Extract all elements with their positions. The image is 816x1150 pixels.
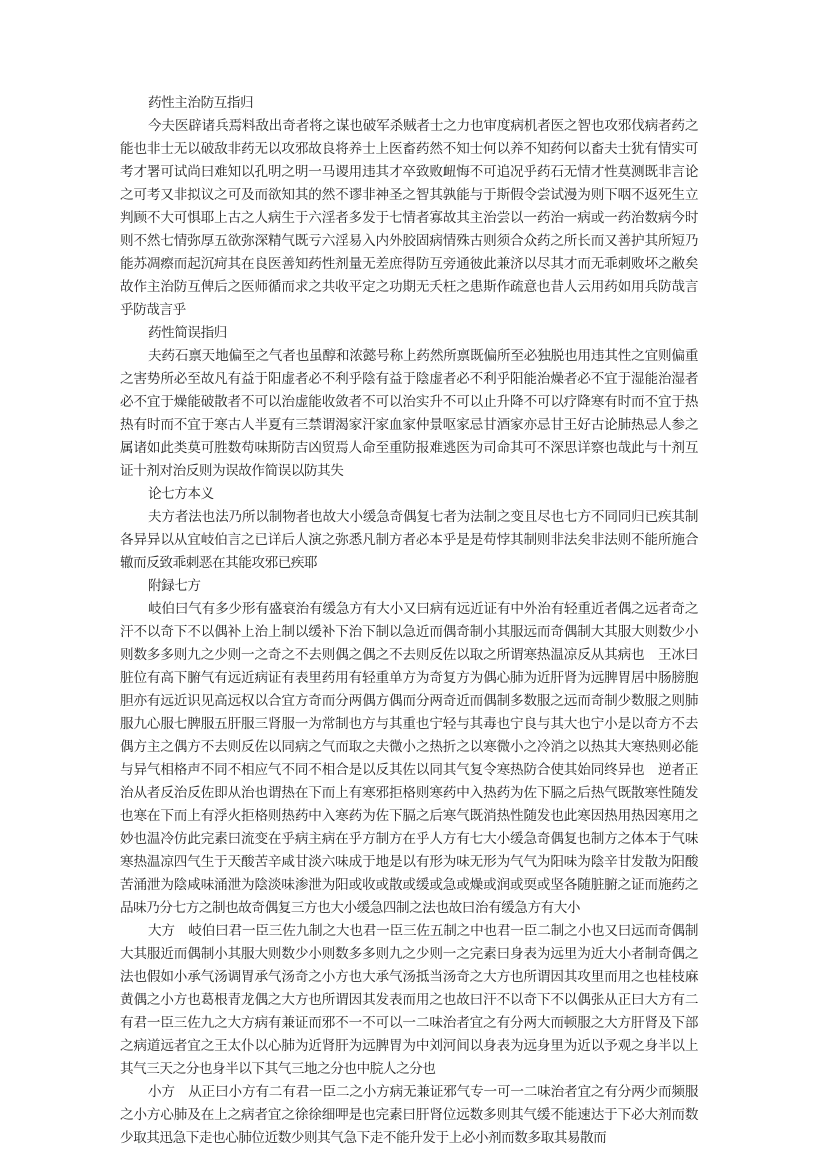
section-heading-qifang-benyi: 论七方本义 — [148, 486, 214, 502]
document-page — [120, 92, 698, 1150]
section-heading-fulu-qifang: 附録七方 — [148, 578, 201, 594]
paragraph-fulu-qifang-intro: 岐伯曰气有多少形有盛衰治有缓急方有大小又曰病有远近证有中外治有轻重近者偶之远者奇之汗不以奇下不以偶补上治上制以缓补下治下制以急近而偶奇制小其服远而奇偶制大其服大则数少小则数多多则九之少则一之奇之不去则偶之偶之不去则反佐以取之所谓寒热温凉反从其病也 王冰曰脏位有高下腑气有远近病证有表里药用有轻重单方为奇复方为偶心肺为近肝肾为远脾胃居中肠膀胞胆亦有远近识见高远权以合宜方奇而分两偶方偶而分两奇近而偶制多数服之远而奇制少数服之则肺服九心服七脾服五肝服三肾服一为常制也方与其重也宁轻与其毒也宁良与其大也宁小是以奇方不去偶方主之偶方不去则反佐以同病之气而取之夫微小之热折之以寒微小之冷消之以热其大寒热则必能与异气相格声不同不相应气不同不相合是以反其佐以同其气复令寒热防合使其始同终异也 逆者正治从者反治反佐即从治也谓热在下而上有寒邪拒格则寒药中入热药为佐下膈之后热气既散寒性随发也寒在下而上有浮火拒格则热药中入寒药为佐下膈之后寒气既消热性随发也此寒因热用热因寒用之妙也温冷仿此完素曰流变在乎病主病在乎方制方在乎人方有七大小缓急奇偶复也制方之体本于气味寒热温凉四气生于天酸苦辛咸甘淡六味成于地是以有形为味无形为气气为阳味为陰辛甘发散为阳酸苦涌泄为陰咸味涌泄为陰淡味渗泄为阳或收或散或缓或急或燥或润或耎或坚各随脏腑之证而施药之品味乃分七方之制也故奇偶复三方也大小缓急四制之法也故曰治有缓急方有大小 — [120, 601, 698, 916]
section-heading-yaoxing-zhuzhi: 药性主治防互指归 — [148, 95, 254, 111]
paragraph-yaoxing-jianwu: 夫药石禀天地偏至之气者也虽醇和浓懿号称上药然所禀既偏所至必独脱也用违其性之宜则偏重之害势所必至故凡有益于阳虚者必不利乎陰有益于陰虚者必不利乎阳能治燥者必不宜于湿能治湿者必不宜于燥能破散者不可以治虚能收敛者不可以治实升不可以止升降不可以疗降寒有时而不宜于热热有时而不宜于寒古人半夏有三禁谓渴家汗家血家仲景呕家忌甘酒家亦忌甘王好古论肺热忌人参之属诸如此类莫可胜数苟味斯防吉凶贸焉人命至重防报难逃医为司命其可不深思详察也哉此与十剂互证十剂对治反则为误故作简误以防其失 — [120, 348, 698, 479]
section-heading-yaoxing-jianwu: 药性简误指归 — [148, 325, 227, 341]
paragraph-xiaofang: 小方 从正曰小方有二有君一臣二之小方病无兼证邪气专一可一二味治者宜之有分两少而频服之小方心肺及在上之病者宜之徐徐细呷是也完素曰肝肾位远数多则其气缓不能速达于下必大剂而数少取其迅急下走也心肺位近数少则其气急下走不能升发于上必小剂而数多取其易散而 — [120, 1084, 698, 1146]
paragraph-dafang: 大方 岐伯曰君一臣三佐九制之大也君一臣三佐五制之中也君一臣二制之小也又曰远而奇偶制大其服近而偶制小其服大则数少小则数多多则九之少则一之完素曰身表为远里为近大小者制奇偶之法也假如小承气汤调胃承气汤奇之小方也大承气汤抵当汤奇之大方也所谓因其攻里而用之也桂枝麻黄偶之小方也葛根青龙偶之大方也所谓因其发表而用之也故曰汗不以奇下不以偶张从正曰大方有二有君一臣三佐九之大方病有兼证而邪不一不可以一二味治者宜之有分两大而顿服之大方肝肾及下部之病道远者宜之王太仆以心肺为近肾肝为远脾胃为中刘河间以身表为远身里为近以予观之身半以上其气三天之分也身半以下其气三地之分也中脘人之分也 — [120, 923, 698, 1077]
paragraph-qifang-benyi: 夫方者法也法乃所以制物者也故大小缓急奇偶复七者为法制之变且尽也七方不同同归已疾其制各异异以从宜岐伯言之已详后人演之弥悉凡制方者必本乎是是苟悖其制则非法矣非法则不能所施合辙而反致乖刺恶在其能攻邪已疾耶 — [120, 509, 698, 571]
paragraph-yaoxing-zhuzhi: 今夫医辟诸兵焉料敌出奇者将之谋也破军杀贼者士之力也审度病机者医之智也攻邪伐病者药之能也非士无以破敌非药无以攻邪故良将养士上医畜药然不知士何以养不知药何以畜夫士犹有情实可考才署可试尚曰难知以孔明之明一马谡用违其才卒致败衄悔不可追况乎药石无情才性莫测既非言论之可考又非拟议之可及而欲知其的然不谬非神圣之智其孰能与于斯假令尝试漫为则下咽不返死生立判顾不大可惧耶上古之人病生于六淫者多发于七情者寡故其主治尝以一药治一病或一药治数病今时则不然七情弥厚五欲弥深精气既亏六淫易入内外胶固病情殊古则须合众药之所长而又善护其所短乃能苏凋瘵而起沉疴其在良医善知药性剂量无差庶得防互旁通彼此兼济以尽其才而无乖刺败坏之敝矣故作主治防互俾后之医师循而求之共收平定之功期无夭枉之患斯作疏意也昔人云用药如用兵防哉言乎防哉言乎 — [120, 118, 698, 318]
